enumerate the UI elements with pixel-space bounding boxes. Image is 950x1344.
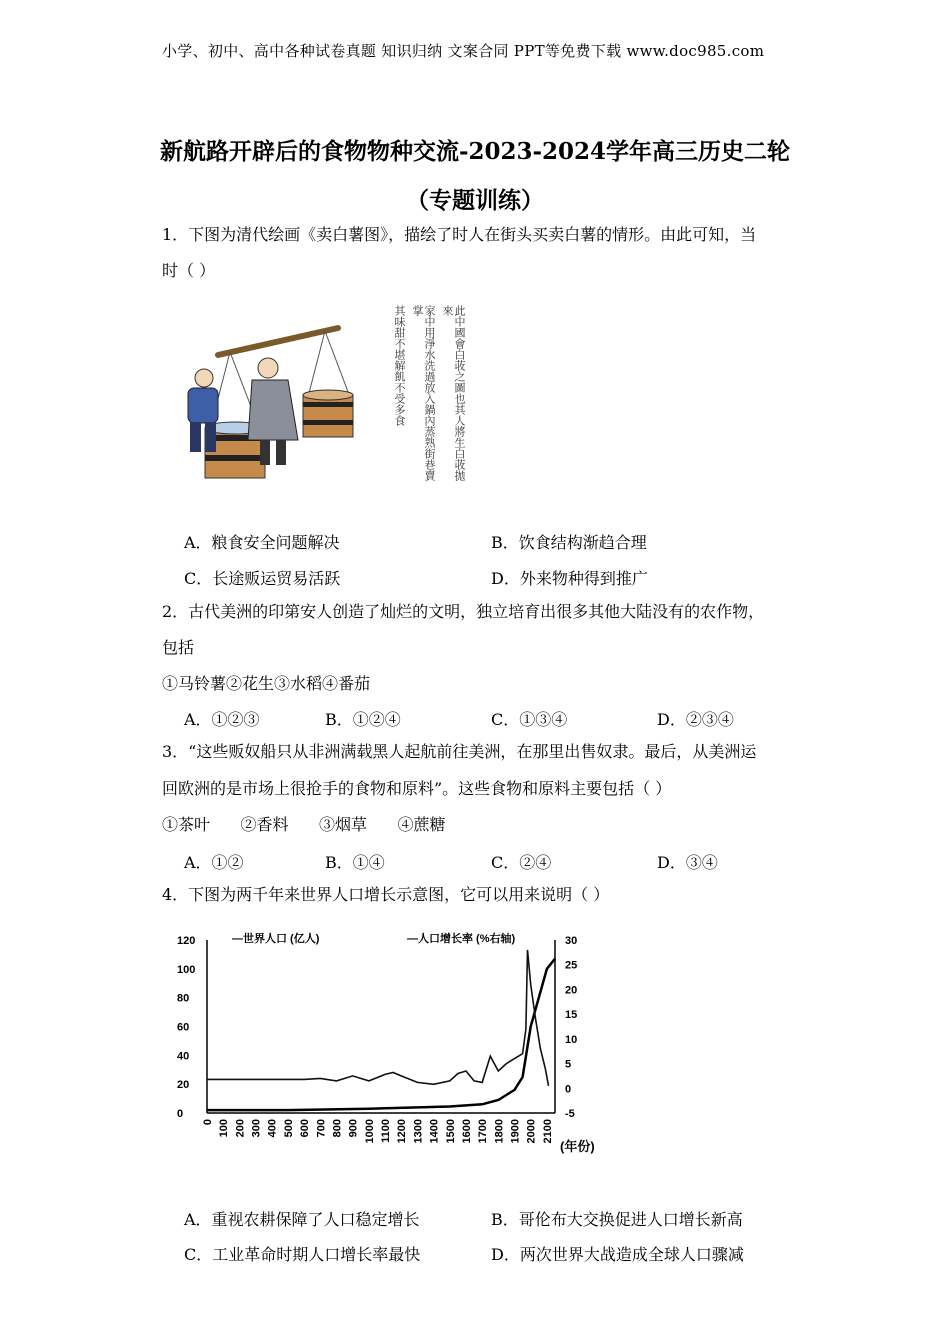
x-tick-label: 800 bbox=[331, 1119, 344, 1138]
y-left-tick-label: 60 bbox=[177, 1021, 190, 1034]
q1-option-c[interactable]: C．长途贩运贸易活跃 bbox=[184, 569, 341, 588]
x-tick-label: 1300 bbox=[412, 1119, 425, 1144]
q2-stem-line1: 2．古代美洲的印第安人创造了灿烂的文明，独立培育出很多其他大陆没有的农作物， bbox=[162, 602, 765, 621]
x-tick-label: 1800 bbox=[493, 1119, 506, 1144]
inscription-col-3: 其味甜不堪解飢不受多食 bbox=[393, 305, 406, 426]
q1-stem-line1: 1．下图为清代绘画《卖白薯图》，描绘了时人在街头买卖白薯的情形。由此可知，当 bbox=[162, 225, 757, 244]
x-tick-label: 100 bbox=[218, 1119, 231, 1138]
x-tick-label: 1400 bbox=[428, 1119, 441, 1144]
q4-stem: 4．下图为两千年来世界人口增长示意图，它可以用来说明（ ） bbox=[162, 885, 610, 904]
x-tick-label: 1900 bbox=[509, 1119, 522, 1144]
q1-option-a[interactable]: A．粮食安全问题解决 bbox=[184, 533, 340, 552]
x-tick-label: 300 bbox=[250, 1119, 263, 1138]
x-tick-label: 1200 bbox=[396, 1119, 409, 1144]
x-tick-label: 1600 bbox=[460, 1119, 473, 1144]
y-right-tick-label: 20 bbox=[565, 984, 578, 997]
y-left-tick-label: 80 bbox=[177, 992, 190, 1005]
x-tick-label: 1700 bbox=[477, 1119, 490, 1144]
q4-option-b[interactable]: B．哥伦布大交换促进人口增长新高 bbox=[491, 1210, 743, 1229]
q1-stem-line2: 时（ ） bbox=[162, 261, 216, 280]
x-tick-label: 500 bbox=[282, 1119, 295, 1138]
q1-option-d[interactable]: D．外来物种得到推广 bbox=[491, 569, 648, 588]
x-tick-label: 400 bbox=[266, 1119, 279, 1138]
q1-option-b[interactable]: B．饮食结构渐趋合理 bbox=[491, 533, 647, 552]
painting-inscription bbox=[393, 305, 466, 485]
y-right-tick-label: 30 bbox=[565, 935, 578, 947]
x-tick-label: 600 bbox=[299, 1119, 312, 1138]
y-left-tick-label: 40 bbox=[177, 1050, 190, 1063]
q3-option-b[interactable]: B．①④ bbox=[325, 853, 385, 872]
y-left-tick-label: 120 bbox=[177, 935, 196, 947]
q2-stem-line2: 包括 bbox=[162, 638, 195, 657]
q4-option-c[interactable]: C．工业革命时期人口增长率最快 bbox=[184, 1245, 421, 1264]
doc-title: 新航路开辟后的食物物种交流-2023-2024学年高三历史二轮 bbox=[159, 138, 791, 165]
y-left-tick-label: 0 bbox=[177, 1108, 184, 1120]
x-tick-label: 0 bbox=[202, 1119, 214, 1126]
q3-stem-line1: 3．“这些贩奴船只从非洲满载黑人起航前往美洲，在那里出售奴隶。最后，从美洲运 bbox=[162, 742, 757, 761]
q2-items: ①马铃薯②花生③水稻④番茄 bbox=[162, 674, 371, 693]
doc-subtitle: （专题训练） bbox=[406, 187, 544, 214]
x-tick-label: 900 bbox=[347, 1119, 360, 1138]
q3-stem-line2: 回欧洲的是市场上很抢手的食物和原料”。这些食物和原料主要包括（ ） bbox=[162, 779, 672, 798]
x-tick-label: 2000 bbox=[525, 1119, 538, 1144]
inscription-col-2: 家中用淨水洗過放入鍋內蒸熟街巷賣掌 bbox=[411, 305, 436, 481]
population-chart bbox=[165, 925, 625, 1170]
x-unit-label: (年份) bbox=[560, 1139, 595, 1154]
y-right-tick-label: 15 bbox=[565, 1009, 578, 1022]
legend-population: —世界人口 (亿人) bbox=[232, 933, 320, 945]
y-right-tick-label: 5 bbox=[565, 1058, 572, 1071]
q2-option-c[interactable]: C．①③④ bbox=[491, 710, 568, 729]
y-right-tick-label: 10 bbox=[565, 1033, 578, 1046]
y-right-tick-label: 0 bbox=[565, 1083, 572, 1096]
inscription-col-1: 此中國會白荍之圖也其人將生白荍拋來 bbox=[441, 305, 466, 481]
x-tick-label: 700 bbox=[315, 1119, 328, 1138]
y-right-tick-label: -5 bbox=[565, 1108, 575, 1120]
population-chart-svg bbox=[165, 925, 625, 1170]
q2-option-d[interactable]: D．②③④ bbox=[657, 710, 734, 729]
q1-painting bbox=[160, 300, 470, 500]
x-tick-label: 1500 bbox=[444, 1119, 457, 1144]
q3-option-d[interactable]: D．③④ bbox=[657, 853, 718, 872]
q2-option-b[interactable]: B．①②④ bbox=[325, 710, 401, 729]
q3-items: ①茶叶 ②香料 ③烟草 ④蔗糖 bbox=[162, 815, 446, 834]
page-header: 小学、初中、高中各种试卷真题 知识归纳 文案合同 PPT等免费下载 www.doc985.com bbox=[162, 42, 765, 60]
y-left-tick-label: 20 bbox=[177, 1079, 190, 1092]
x-tick-label: 1100 bbox=[380, 1119, 393, 1143]
q4-option-d[interactable]: D．两次世界大战造成全球人口骤减 bbox=[491, 1245, 744, 1264]
y-left-tick-label: 100 bbox=[177, 963, 196, 976]
x-tick-label: 1000 bbox=[363, 1119, 376, 1144]
q3-option-a[interactable]: A．①② bbox=[184, 853, 244, 872]
q3-option-c[interactable]: C．②④ bbox=[491, 853, 552, 872]
x-tick-label: 200 bbox=[234, 1119, 247, 1138]
q4-option-a[interactable]: A．重视农耕保障了人口稳定增长 bbox=[184, 1210, 420, 1229]
series-population-line bbox=[207, 959, 555, 1110]
y-right-tick-label: 25 bbox=[565, 959, 578, 972]
q2-option-a[interactable]: A．①②③ bbox=[184, 710, 260, 729]
series-growth-rate-line bbox=[207, 950, 549, 1086]
legend-growth-rate: —人口增长率 (%右轴) bbox=[407, 933, 516, 945]
x-tick-label: 2100 bbox=[541, 1119, 554, 1144]
